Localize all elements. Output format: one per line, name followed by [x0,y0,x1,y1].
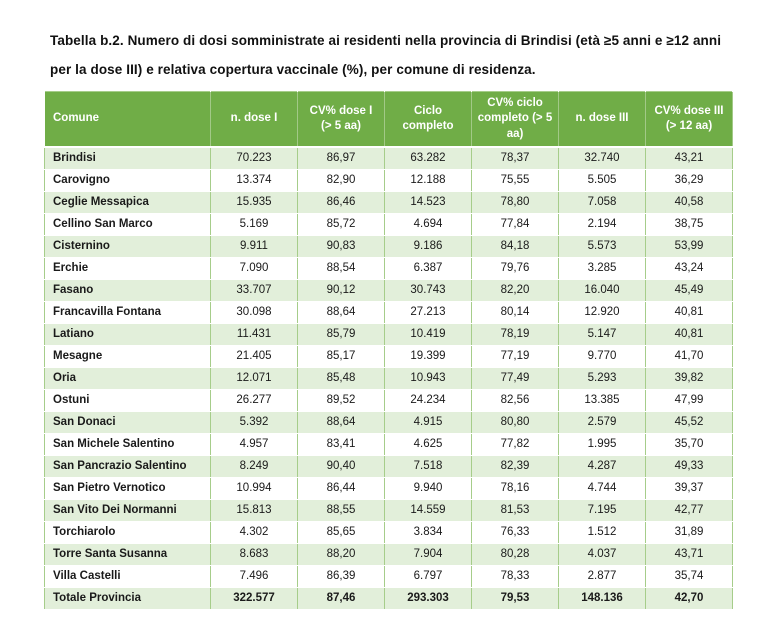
value-cell: 12.071 [211,368,298,390]
value-cell: 82,90 [298,170,385,192]
table-row [45,214,733,236]
table-row [45,566,733,588]
value-cell: 88,55 [298,500,385,522]
value-cell: 43,24 [646,258,733,280]
value-cell: 7.090 [211,258,298,280]
table-row [45,412,733,434]
total-value-cell: 87,46 [298,588,385,610]
value-cell: 7.496 [211,566,298,588]
value-cell: 10.943 [385,368,472,390]
table-row [45,346,733,368]
value-cell: 13.385 [559,390,646,412]
value-cell: 78,19 [472,324,559,346]
value-cell: 70.223 [211,147,298,170]
value-cell: 5.392 [211,412,298,434]
table-caption: Tabella b.2. Numero di dosi somministrate ai residenti nella provincia di Brindisi (età ≥5 anni e ≥12 anni per la dose III) e relativa copertura vaccinale (%), per comune di residenza. [50,33,722,78]
value-cell: 14.523 [385,192,472,214]
comune-cell: Mesagne [45,346,211,368]
value-cell: 4.957 [211,434,298,456]
value-cell: 88,20 [298,544,385,566]
value-cell: 85,79 [298,324,385,346]
value-cell: 45,52 [646,412,733,434]
value-cell: 75,55 [472,170,559,192]
value-cell: 85,65 [298,522,385,544]
value-cell: 4.302 [211,522,298,544]
value-cell: 3.834 [385,522,472,544]
value-cell: 9.940 [385,478,472,500]
value-cell: 12.920 [559,302,646,324]
value-cell: 26.277 [211,390,298,412]
value-cell: 88,64 [298,302,385,324]
value-cell: 77,84 [472,214,559,236]
value-cell: 77,49 [472,368,559,390]
value-cell: 78,33 [472,566,559,588]
value-cell: 49,33 [646,456,733,478]
header-row [45,92,733,148]
table-row [45,324,733,346]
total-value-cell: 42,70 [646,588,733,610]
table-row [45,434,733,456]
value-cell: 35,74 [646,566,733,588]
value-cell: 82,20 [472,280,559,302]
value-cell: 9.770 [559,346,646,368]
comune-cell: San Vito Dei Normanni [45,500,211,522]
value-cell: 86,44 [298,478,385,500]
value-cell: 80,14 [472,302,559,324]
value-cell: 82,39 [472,456,559,478]
comune-cell: Brindisi [45,147,211,170]
value-cell: 19.399 [385,346,472,368]
comune-cell: Torchiarolo [45,522,211,544]
value-cell: 4.915 [385,412,472,434]
value-cell: 30.743 [385,280,472,302]
table-row [45,522,733,544]
value-cell: 85,72 [298,214,385,236]
value-cell: 5.147 [559,324,646,346]
value-cell: 27.213 [385,302,472,324]
value-cell: 4.744 [559,478,646,500]
comune-cell: Torre Santa Susanna [45,544,211,566]
value-cell: 16.040 [559,280,646,302]
value-cell: 6.387 [385,258,472,280]
value-cell: 30.098 [211,302,298,324]
value-cell: 5.573 [559,236,646,258]
value-cell: 10.419 [385,324,472,346]
value-cell: 89,52 [298,390,385,412]
value-cell: 81,53 [472,500,559,522]
value-cell: 7.195 [559,500,646,522]
table-row [45,147,733,170]
value-cell: 47,99 [646,390,733,412]
value-cell: 4.037 [559,544,646,566]
value-cell: 5.505 [559,170,646,192]
column-header: CV% dose III (> 12 aa) [646,92,733,148]
value-cell: 8.249 [211,456,298,478]
value-cell: 2.194 [559,214,646,236]
table-row [45,280,733,302]
value-cell: 1.512 [559,522,646,544]
total-value-cell: 322.577 [211,588,298,610]
total-value-cell: 293.303 [385,588,472,610]
column-header: n. dose III [559,92,646,148]
value-cell: 7.518 [385,456,472,478]
value-cell: 15.935 [211,192,298,214]
value-cell: 40,81 [646,302,733,324]
value-cell: 35,70 [646,434,733,456]
value-cell: 36,29 [646,170,733,192]
table-row [45,390,733,412]
value-cell: 4.625 [385,434,472,456]
comune-cell: Cellino San Marco [45,214,211,236]
value-cell: 80,28 [472,544,559,566]
value-cell: 32.740 [559,147,646,170]
value-cell: 6.797 [385,566,472,588]
value-cell: 4.694 [385,214,472,236]
value-cell: 80,80 [472,412,559,434]
value-cell: 82,56 [472,390,559,412]
value-cell: 85,17 [298,346,385,368]
value-cell: 39,37 [646,478,733,500]
comune-cell: Carovigno [45,170,211,192]
value-cell: 39,82 [646,368,733,390]
value-cell: 78,16 [472,478,559,500]
value-cell: 76,33 [472,522,559,544]
table-row [45,500,733,522]
table-row [45,456,733,478]
value-cell: 13.374 [211,170,298,192]
comune-cell: San Pietro Vernotico [45,478,211,500]
comune-cell: Cisternino [45,236,211,258]
total-value-cell: 79,53 [472,588,559,610]
total-row [45,588,733,610]
value-cell: 5.169 [211,214,298,236]
table-row [45,192,733,214]
column-header: CV% dose I (> 5 aa) [298,92,385,148]
comune-cell: Oria [45,368,211,390]
value-cell: 90,12 [298,280,385,302]
value-cell: 77,19 [472,346,559,368]
value-cell: 3.285 [559,258,646,280]
comune-cell: San Pancrazio Salentino [45,456,211,478]
table-header [45,92,733,148]
value-cell: 12.188 [385,170,472,192]
value-cell: 78,37 [472,147,559,170]
value-cell: 8.683 [211,544,298,566]
value-cell: 24.234 [385,390,472,412]
value-cell: 88,54 [298,258,385,280]
table-body [45,147,733,610]
value-cell: 38,75 [646,214,733,236]
comune-cell: San Michele Salentino [45,434,211,456]
total-label-cell: Totale Provincia [45,588,211,610]
value-cell: 45,49 [646,280,733,302]
value-cell: 42,77 [646,500,733,522]
table-row [45,170,733,192]
table-row [45,236,733,258]
comune-cell: Villa Castelli [45,566,211,588]
value-cell: 5.293 [559,368,646,390]
column-header: Comune [45,92,211,148]
value-cell: 31,89 [646,522,733,544]
column-header: Ciclo completo [385,92,472,148]
column-header: CV% ciclo completo (> 5 aa) [472,92,559,148]
value-cell: 40,58 [646,192,733,214]
value-cell: 4.287 [559,456,646,478]
value-cell: 15.813 [211,500,298,522]
value-cell: 9.186 [385,236,472,258]
value-cell: 1.995 [559,434,646,456]
value-cell: 41,70 [646,346,733,368]
total-value-cell: 148.136 [559,588,646,610]
column-header: n. dose I [211,92,298,148]
value-cell: 77,82 [472,434,559,456]
vaccination-table [44,91,733,610]
value-cell: 11.431 [211,324,298,346]
table-row [45,368,733,390]
value-cell: 63.282 [385,147,472,170]
value-cell: 9.911 [211,236,298,258]
value-cell: 2.579 [559,412,646,434]
value-cell: 21.405 [211,346,298,368]
table-row [45,544,733,566]
value-cell: 88,64 [298,412,385,434]
table-row [45,478,733,500]
value-cell: 2.877 [559,566,646,588]
comune-cell: Fasano [45,280,211,302]
value-cell: 84,18 [472,236,559,258]
value-cell: 53,99 [646,236,733,258]
value-cell: 78,80 [472,192,559,214]
value-cell: 90,40 [298,456,385,478]
table-row [45,258,733,280]
value-cell: 43,21 [646,147,733,170]
value-cell: 33.707 [211,280,298,302]
value-cell: 10.994 [211,478,298,500]
value-cell: 83,41 [298,434,385,456]
comune-cell: Francavilla Fontana [45,302,211,324]
value-cell: 85,48 [298,368,385,390]
value-cell: 86,46 [298,192,385,214]
value-cell: 86,97 [298,147,385,170]
comune-cell: Erchie [45,258,211,280]
comune-cell: Latiano [45,324,211,346]
value-cell: 86,39 [298,566,385,588]
comune-cell: Ceglie Messapica [45,192,211,214]
value-cell: 79,76 [472,258,559,280]
value-cell: 7.058 [559,192,646,214]
comune-cell: Ostuni [45,390,211,412]
value-cell: 7.904 [385,544,472,566]
value-cell: 40,81 [646,324,733,346]
value-cell: 90,83 [298,236,385,258]
table-row [45,302,733,324]
comune-cell: San Donaci [45,412,211,434]
value-cell: 43,71 [646,544,733,566]
value-cell: 14.559 [385,500,472,522]
